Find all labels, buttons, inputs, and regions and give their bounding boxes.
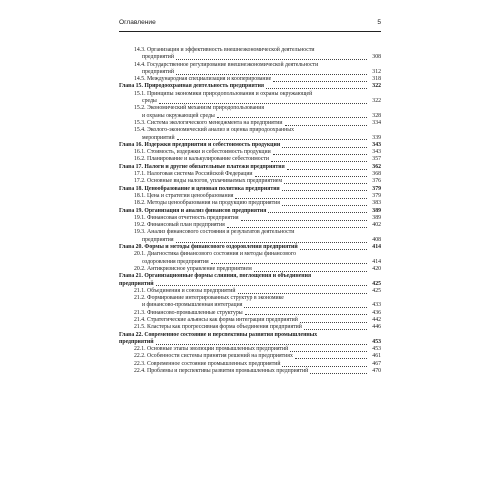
dot-leader [304, 329, 367, 330]
dot-leader [177, 139, 367, 140]
toc-entry-title: 14.5. Международная специализация и кооперирование [134, 76, 272, 83]
toc-entry-title: 22.3. Современное состояние промышленных предприятий [134, 360, 281, 367]
dot-leader [217, 117, 367, 118]
dot-leader [266, 88, 367, 89]
toc-page-number: 467 [372, 360, 381, 367]
toc-entry-title: предприятий [119, 280, 154, 287]
toc-page-number: 328 [372, 112, 381, 119]
toc-entry-title: оздоровления предприятия [142, 258, 209, 265]
toc-page-number: 368 [372, 171, 381, 178]
toc-page-number: 436 [372, 309, 381, 316]
toc-chapter-entry [119, 164, 381, 171]
toc-chapter-entry [119, 208, 381, 215]
dot-leader [273, 81, 367, 82]
toc-chapter-entry [119, 83, 381, 90]
toc-entry-title: 17.2. Основные виды налогов, уплачиваемых предприятием [134, 178, 283, 185]
toc-section-entry [119, 324, 381, 331]
toc-entry-title: и финансово-промышленная интеграция [142, 302, 243, 309]
toc-page-number: 414 [372, 244, 381, 251]
toc-section-entry [119, 251, 381, 266]
dot-leader [310, 373, 367, 374]
toc-page-number: 420 [372, 265, 381, 272]
toc-page-number: 461 [372, 353, 381, 360]
toc-chapter-entry [119, 273, 381, 288]
toc-entry-title: Глава 20. Формы и методы финансового оздоровления предприятий [119, 244, 298, 251]
toc-page-number: 383 [372, 200, 381, 207]
toc-entry-title: 22.2. Особенности системы принятия решений на предприятиях [134, 353, 293, 360]
toc-page-number: 376 [372, 178, 381, 185]
toc-section-entry [119, 229, 381, 244]
toc-page-number: 379 [372, 185, 381, 192]
toc-entry-title: предприятий [142, 54, 174, 61]
toc-section-entry [119, 105, 381, 120]
toc-entry-title: 19.3. Анализ финансового состояния и результатов деятельности [134, 229, 295, 236]
toc-section-entry [119, 91, 381, 106]
toc-entry-title: 14.3. Организация и эффективность внешнеэкономической деятельности [134, 47, 315, 53]
dot-leader [235, 198, 367, 199]
toc-entry-title: предприятий [119, 338, 154, 345]
dot-leader [295, 358, 367, 359]
toc-entry-title: Глава 17. Налоги и другие обязательные платежи предприятия [119, 163, 285, 170]
toc-section-entry [119, 156, 381, 163]
toc-section-entry [119, 47, 381, 62]
toc-entry-title: 17.1. Налоговая система Российской Федерации [134, 171, 253, 178]
toc-page-number: 425 [372, 287, 381, 294]
dot-leader [287, 169, 367, 170]
toc-page-number: 442 [372, 316, 381, 323]
dot-leader [255, 176, 367, 177]
toc-entry-title: 19.2. Финансовый план предприятия [134, 222, 225, 229]
toc-section-entry [119, 62, 381, 77]
toc-entry-title: 16.2. Планирование и калькулирование себестоимости [134, 156, 269, 163]
toc-page-number: 453 [372, 346, 381, 353]
toc-section-entry [119, 310, 381, 317]
toc-entry-title: Глава 16. Издержки предприятия и себестоимость продукции [119, 141, 281, 148]
toc-page-number: 362 [372, 163, 381, 170]
toc-chapter-entry [119, 186, 381, 193]
running-header [119, 17, 381, 32]
dot-leader [284, 183, 367, 184]
toc-section-entry [119, 288, 381, 295]
toc-page-number: 408 [372, 236, 381, 243]
toc-section-entry [119, 200, 381, 207]
toc-entry-title: Глава 22. Современное состояние и перспективы развития промышленных [119, 331, 318, 338]
toc-entry-title: 20.2. Антикризисное управление предприятием [134, 265, 252, 272]
dot-leader [290, 351, 367, 352]
toc-entry-title: 14.4. Государственное регулирование внешнеэкономической деятельности [134, 61, 319, 68]
dot-leader [282, 190, 367, 191]
toc-entry-title: 21.3. Финансово-промышленные структуры [134, 309, 243, 316]
dot-leader [273, 154, 367, 155]
toc-entry-title: и охраны окружающей среды [142, 112, 215, 119]
dot-leader [176, 59, 367, 60]
toc-entry-title: предприятий [142, 68, 174, 75]
dot-leader [282, 147, 367, 148]
toc-entry-title: 21.1. Объединения и союзы предприятий [134, 287, 236, 294]
dot-leader [159, 103, 367, 104]
toc-page-number: 379 [372, 192, 381, 199]
toc-chapter-entry [119, 332, 381, 347]
dot-leader [271, 161, 367, 162]
toc-entry-title: Глава 18. Ценообразование и ценовая политика предприятия [119, 185, 280, 192]
dot-leader [282, 205, 367, 206]
header-page-number: 5 [377, 19, 381, 26]
toc-page-number: 343 [372, 149, 381, 156]
toc-page-number: 312 [372, 68, 381, 75]
toc-entry-title: 20.1. Диагностика финансового состояния и методы финансового [134, 251, 296, 258]
toc-page-number: 389 [372, 214, 381, 221]
toc-section-entry [119, 171, 381, 178]
toc-entry-title: Глава 19. Организация и анализ финансов предприятия [119, 207, 267, 214]
toc-page-number: 453 [372, 338, 381, 345]
toc-section-entry [119, 178, 381, 185]
toc-entry-title: 22.1. Основные этапы эволюции промышленных предприятий [134, 346, 289, 353]
toc-entry-title: 16.1. Стоимость, издержки и себестоимость продукции [134, 149, 271, 156]
toc-entry-title: Глава 15. Природоохранная деятельность предприятия [119, 83, 265, 90]
toc-section-entry [119, 368, 381, 375]
toc-page-number: 389 [372, 207, 381, 214]
toc-page-number: 425 [372, 280, 381, 287]
toc-entry-title: 19.1. Финансовая отчетность предприятия [134, 214, 239, 221]
dot-leader [254, 271, 367, 272]
toc-entry-title: среды [142, 98, 157, 105]
toc-section-entry [119, 361, 381, 368]
dot-leader [227, 227, 367, 228]
toc-page-number: 343 [372, 141, 381, 148]
dot-leader [282, 366, 367, 367]
toc-entry-title: 21.2. Формирование интегрированных структур в экономике [134, 295, 284, 302]
dot-leader [241, 220, 367, 221]
table-of-contents [119, 47, 381, 375]
dot-leader [244, 307, 367, 308]
dot-leader [238, 293, 367, 294]
toc-page-number: 357 [372, 156, 381, 163]
toc-entry-title: мероприятий [142, 134, 175, 141]
dot-leader [156, 344, 367, 345]
toc-page-number: 414 [372, 258, 381, 265]
toc-section-entry [119, 76, 381, 83]
dot-leader [156, 285, 367, 286]
toc-entry-title: Глава 21. Организационные формы слияния, поглощения и объединения [119, 273, 312, 280]
toc-entry-title: 18.1. Цена и стратегии ценообразования [134, 192, 234, 199]
toc-page-number: 318 [372, 76, 381, 83]
toc-section-entry [119, 295, 381, 310]
dot-leader [176, 242, 367, 243]
toc-entry-title: 21.5. Кластеры как прогрессивная форма объединения предприятий [134, 324, 302, 331]
toc-page-number: 446 [372, 324, 381, 331]
toc-entry-title: предприятия [142, 236, 174, 243]
dot-leader [211, 263, 367, 264]
dot-leader [300, 249, 367, 250]
toc-entry-title: 15.2. Экономический механизм природопользования [134, 105, 265, 112]
toc-page-number: 334 [372, 119, 381, 126]
dot-leader [245, 314, 367, 315]
toc-entry-title: 22.4. Проблемы и перспективы развития промышленных предприятий [134, 368, 309, 375]
dot-leader [268, 212, 367, 213]
dot-leader [300, 322, 367, 323]
toc-section-entry [119, 127, 381, 142]
toc-page-number: 322 [372, 83, 381, 90]
dot-leader [285, 125, 368, 126]
dot-leader [176, 74, 367, 75]
toc-page-number: 339 [372, 134, 381, 141]
toc-entry-title: 15.1. Принципы экономики природопользования и охраны окружающей [134, 90, 313, 97]
toc-entry-title: 21.4. Стратегические альянсы как форма интеграции предприятий [134, 316, 298, 323]
toc-entry-title: 18.2. Методы ценообразования на продукцию предприятия [134, 200, 280, 207]
toc-section-entry [119, 353, 381, 360]
toc-page-number: 322 [372, 98, 381, 105]
toc-page-number: 433 [372, 302, 381, 309]
header-title: Оглавление [119, 19, 156, 26]
toc-page-number: 308 [372, 54, 381, 61]
toc-entry-title: 15.4. Эколого-экономический анализ и оценка природоохранных [134, 127, 295, 134]
toc-page-number: 470 [372, 368, 381, 375]
toc-entry-title: 15.3. Система экологического менеджмента на предприятии [134, 119, 283, 126]
toc-page-number: 402 [372, 222, 381, 229]
